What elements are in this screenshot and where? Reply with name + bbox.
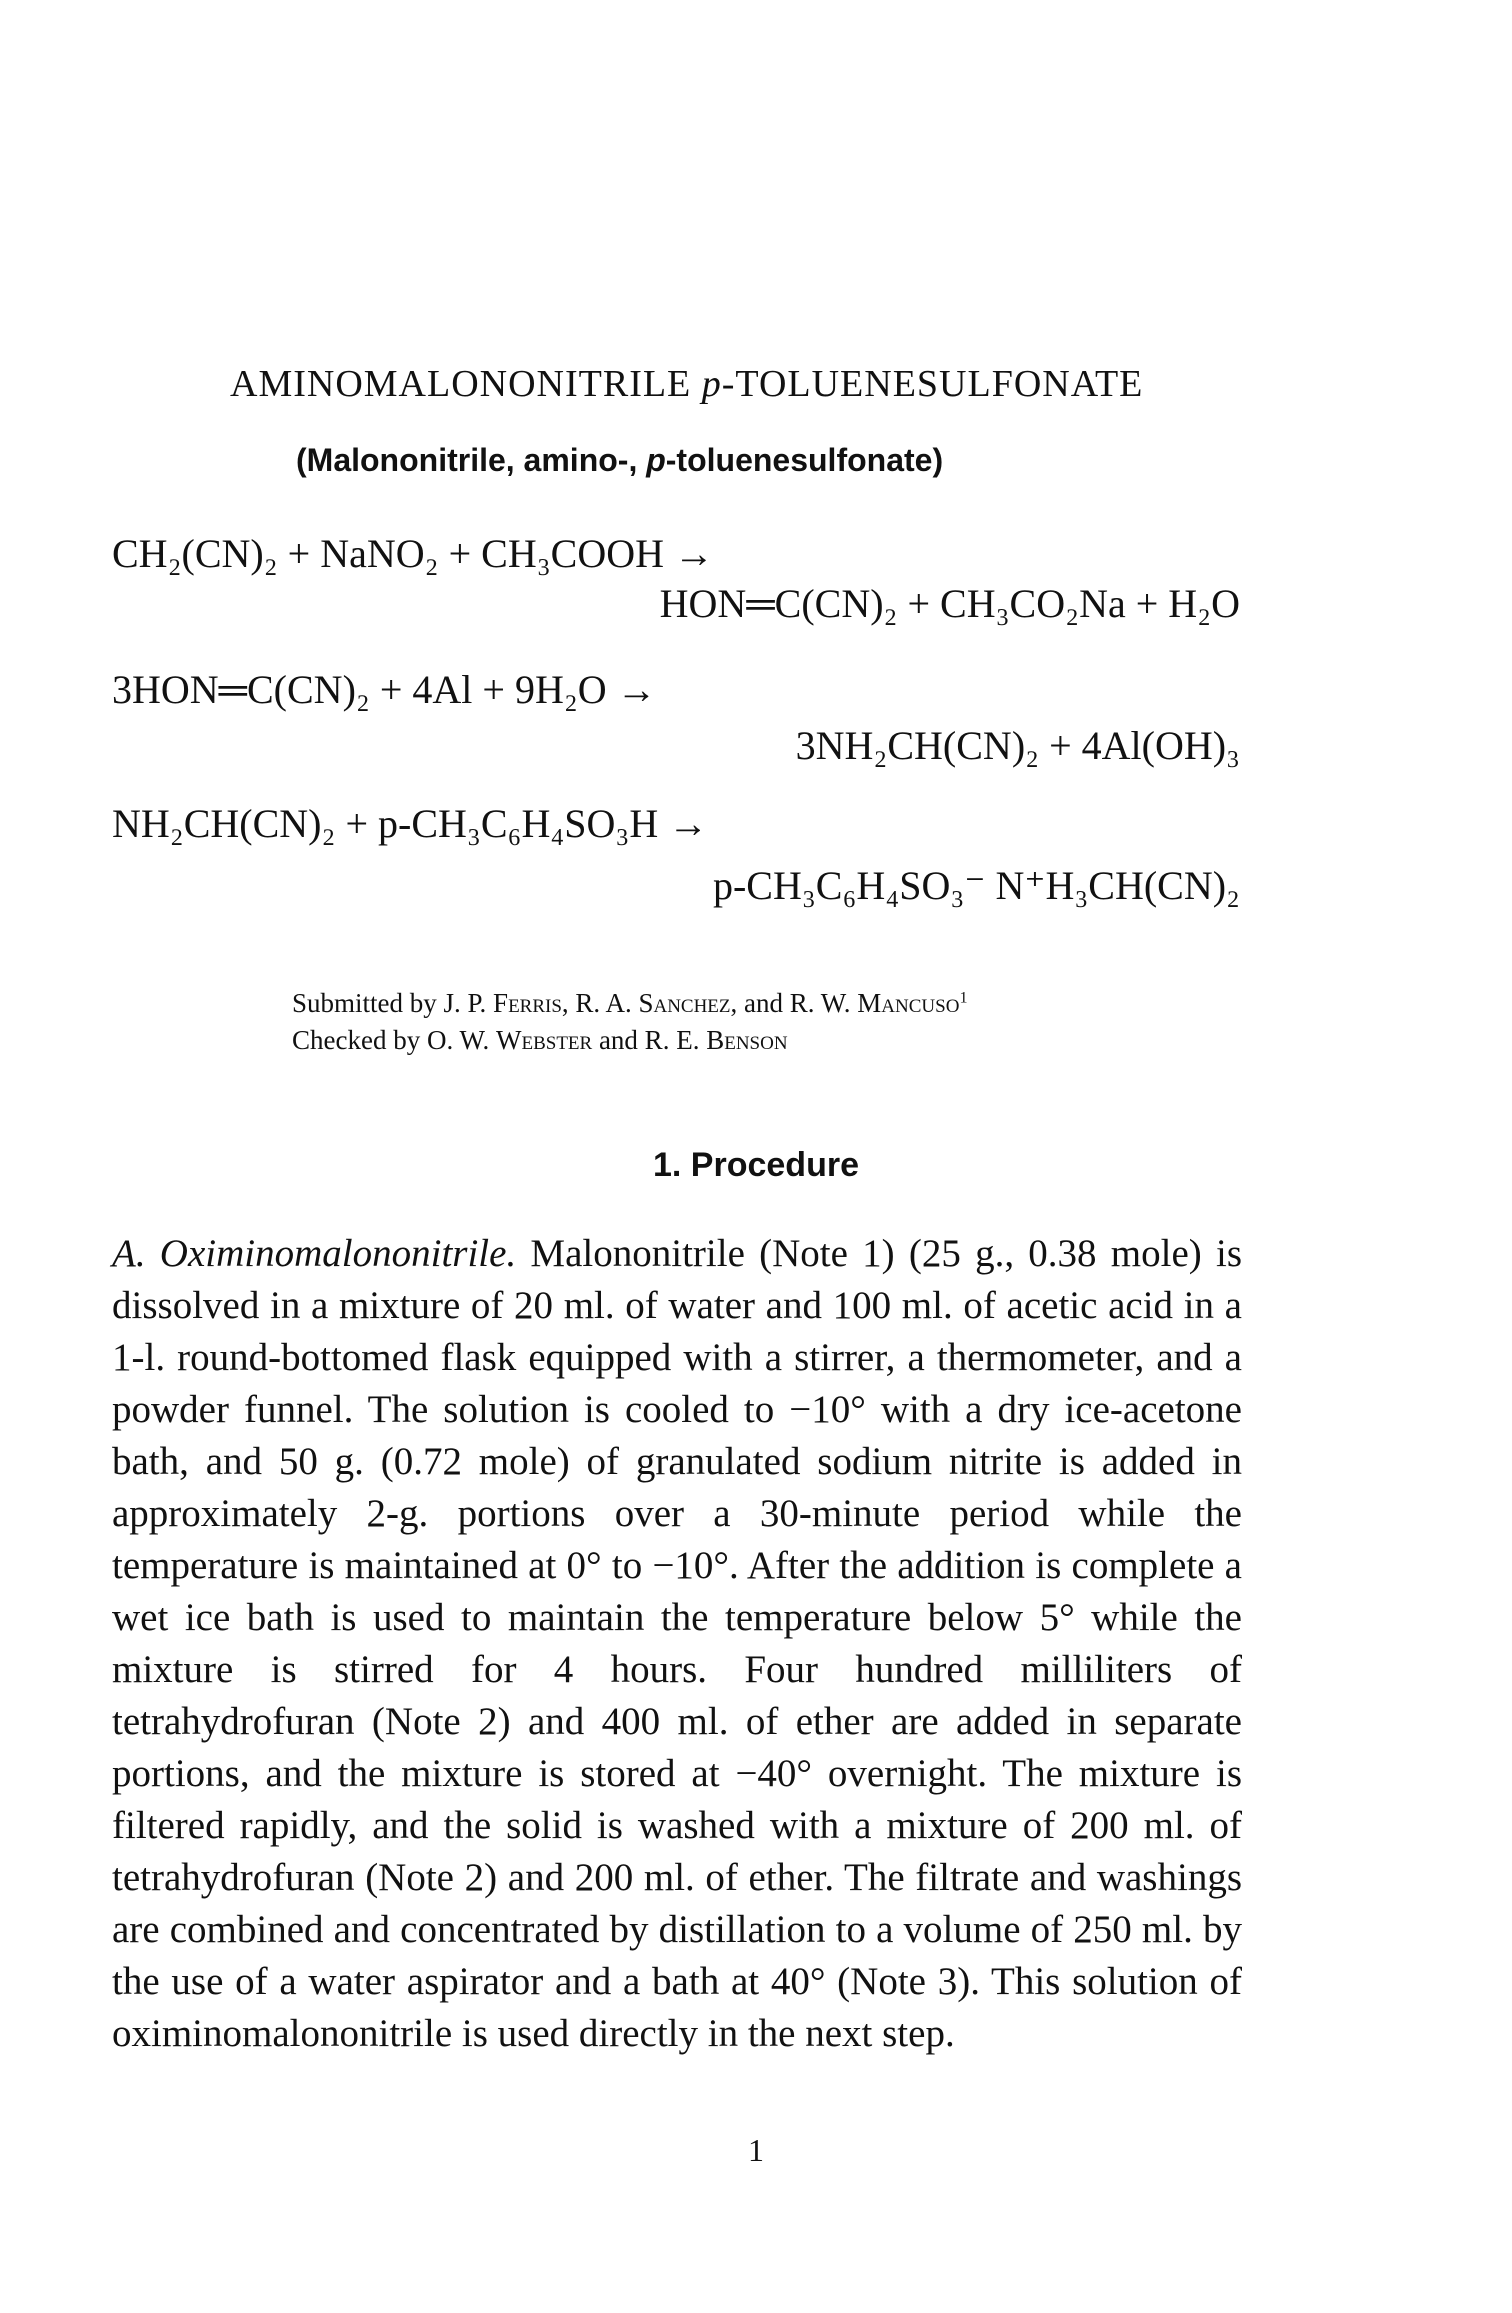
submitted-by-line: Submitted by J. P. Ferris, R. A. Sanchez, and R. W. Mancuso$^1$ (292, 988, 968, 1018)
equation-1-products: HON═C(CN)₂ + CH₃CO₂Na + H₂O (659, 581, 1240, 626)
equation-1-reactants: CH₂(CN)₂ + NaNO₂ + CH₃COOH → (112, 531, 714, 576)
checked-by-line: Checked by O. W. Webster and R. E. Benson (292, 1025, 788, 1055)
procedure-step-lead: A. Oximinomalononitrile. (112, 1232, 517, 1275)
page-number: 1 (748, 2132, 764, 2168)
section-heading: 1. Procedure (653, 1146, 859, 1184)
equation-2-products: 3NH₂CH(CN)₂ + 4Al(OH)₃ (795, 723, 1240, 768)
document-subtitle: (Malononitrile, amino-, p-toluenesulfonate) (296, 442, 944, 478)
footnote-marker: 1 (959, 988, 968, 1007)
equation-2-reactants: 3HON═C(CN)₂ + 4Al + 9H₂O → (112, 667, 657, 712)
procedure-paragraph (112, 1228, 1242, 2060)
credits-block (292, 985, 968, 1059)
procedure-step-body: Malononitrile (Note 1) (25 g., 0.38 mole) is dissolved in a mixture of 20 ml. of water and 100 ml. of acetic acid in a 1-l. round-bottomed flask equipped with a stirrer, a thermometer, and a powder funnel. The solution is cooled to −10° with a dry ice-acetone bath, and 50 g. (0.72 mole) of granulated sodium nitrite is added in approximately 2-g. portions over a 30-minute period while the temperature is maintained at 0° to −10°. After the addition is complete a wet ice bath is used to maintain the temperature below 5° while the mixture is stirred for 4 hours. Four hundred milliliters of tetrahydrofuran (Note 2) and 400 ml. of ether are added in separate portions, and the mixture is stored at −40° overnight. The mixture is filtered rapidly, and the solid is washed with a mixture of 200 ml. of tetrahydrofuran (Note 2) and 200 ml. of ether. The filtrate and washings are combined and concentrated by distillation to a volume of 250 ml. by the use of a water aspirator and a bath at 40° (Note 3). This solution of oximinomalononitrile is used directly in the next step. (112, 1232, 1243, 2055)
document-title: AMINOMALONONITRILE p-TOLUENESULFONATE (230, 363, 1144, 405)
equation-3-reactants: NH₂CH(CN)₂ + p-CH₃C₆H₄SO₃H → (112, 801, 709, 846)
equation-3-products: p-CH₃C₆H₄SO₃⁻ N⁺H₃CH(CN)₂ (712, 863, 1240, 908)
